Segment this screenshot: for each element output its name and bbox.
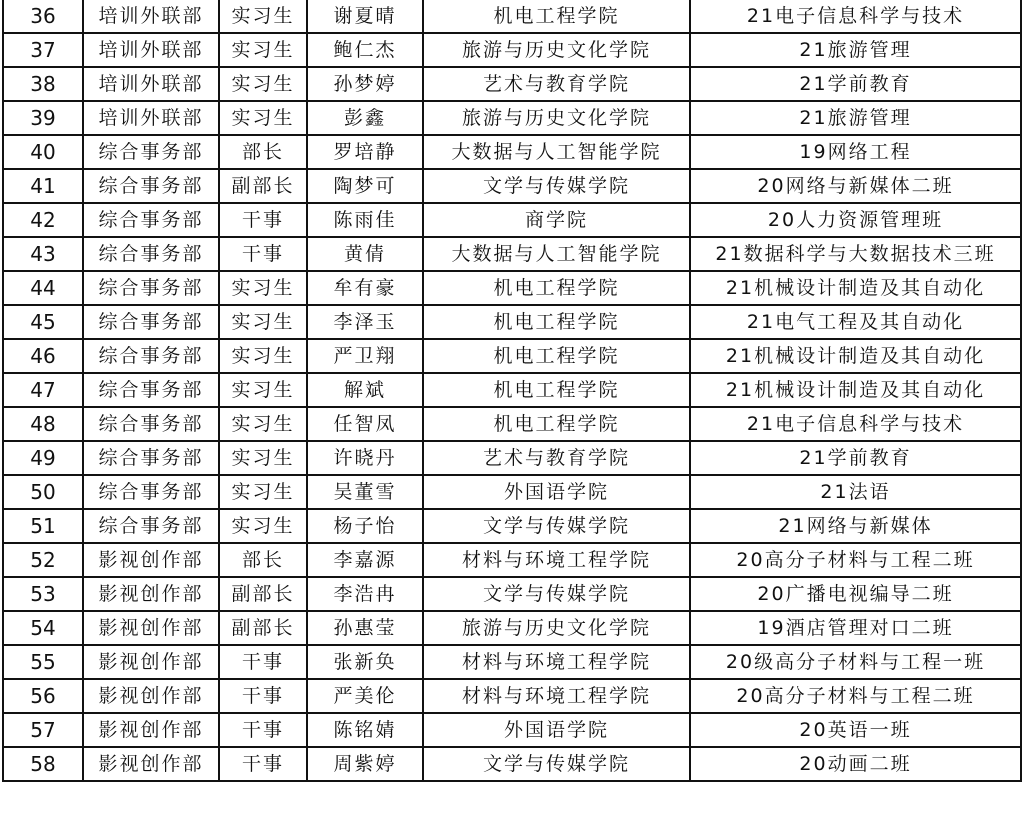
college-cell: 艺术与教育学院: [423, 67, 690, 101]
department-cell: 培训外联部: [83, 67, 219, 101]
member-name-cell: 牟有豪: [307, 271, 423, 305]
role-cell: 实习生: [219, 339, 307, 373]
member-name-cell: 孙梦婷: [307, 67, 423, 101]
table-row: [3, 33, 1021, 67]
row-number: 55: [3, 645, 83, 679]
table-row: [3, 169, 1021, 203]
role-cell: 副部长: [219, 577, 307, 611]
row-number: 49: [3, 441, 83, 475]
row-number: 38: [3, 67, 83, 101]
college-cell: 材料与环境工程学院: [423, 645, 690, 679]
table-row: [3, 407, 1021, 441]
department-cell: 综合事务部: [83, 169, 219, 203]
department-cell: 综合事务部: [83, 237, 219, 271]
row-number: 36: [3, 0, 83, 33]
table-row: [3, 203, 1021, 237]
college-cell: 艺术与教育学院: [423, 441, 690, 475]
row-number: 45: [3, 305, 83, 339]
table-row: [3, 237, 1021, 271]
row-number: 58: [3, 747, 83, 781]
table-row: [3, 271, 1021, 305]
role-cell: 干事: [219, 237, 307, 271]
department-cell: 影视创作部: [83, 747, 219, 781]
role-cell: 实习生: [219, 67, 307, 101]
member-name-cell: 彭鑫: [307, 101, 423, 135]
table-row: [3, 577, 1021, 611]
college-cell: 机电工程学院: [423, 407, 690, 441]
role-cell: 实习生: [219, 475, 307, 509]
row-number: 44: [3, 271, 83, 305]
department-cell: 综合事务部: [83, 373, 219, 407]
department-cell: 综合事务部: [83, 441, 219, 475]
role-cell: 干事: [219, 747, 307, 781]
major-class-cell: 21学前教育: [690, 67, 1021, 101]
major-class-cell: 21机械设计制造及其自动化: [690, 373, 1021, 407]
member-name-cell: 任智凤: [307, 407, 423, 441]
college-cell: 机电工程学院: [423, 373, 690, 407]
table-row: [3, 509, 1021, 543]
role-cell: 实习生: [219, 305, 307, 339]
member-name-cell: 陶梦可: [307, 169, 423, 203]
major-class-cell: 21机械设计制造及其自动化: [690, 271, 1021, 305]
member-name-cell: 黄倩: [307, 237, 423, 271]
role-cell: 干事: [219, 645, 307, 679]
table-row: [3, 475, 1021, 509]
table-row: [3, 747, 1021, 781]
college-cell: 机电工程学院: [423, 305, 690, 339]
major-class-cell: 21电子信息科学与技术: [690, 407, 1021, 441]
table-row: [3, 645, 1021, 679]
major-class-cell: 20广播电视编导二班: [690, 577, 1021, 611]
major-class-cell: 21机械设计制造及其自动化: [690, 339, 1021, 373]
member-name-cell: 严美伦: [307, 679, 423, 713]
college-cell: 商学院: [423, 203, 690, 237]
role-cell: 副部长: [219, 169, 307, 203]
table-row: [3, 339, 1021, 373]
major-class-cell: 21旅游管理: [690, 33, 1021, 67]
member-name-cell: 陈雨佳: [307, 203, 423, 237]
row-number: 53: [3, 577, 83, 611]
roster-body: [3, 0, 1021, 781]
member-name-cell: 严卫翔: [307, 339, 423, 373]
role-cell: 干事: [219, 203, 307, 237]
member-name-cell: 李浩冉: [307, 577, 423, 611]
department-cell: 综合事务部: [83, 305, 219, 339]
college-cell: 材料与环境工程学院: [423, 679, 690, 713]
role-cell: 实习生: [219, 509, 307, 543]
department-cell: 综合事务部: [83, 203, 219, 237]
member-name-cell: 解斌: [307, 373, 423, 407]
table-row: [3, 135, 1021, 169]
department-cell: 培训外联部: [83, 33, 219, 67]
major-class-cell: 21电子信息科学与技术: [690, 0, 1021, 33]
member-name-cell: 张新奂: [307, 645, 423, 679]
college-cell: 旅游与历史文化学院: [423, 33, 690, 67]
member-name-cell: 许晓丹: [307, 441, 423, 475]
major-class-cell: 20动画二班: [690, 747, 1021, 781]
role-cell: 实习生: [219, 407, 307, 441]
member-name-cell: 孙惠莹: [307, 611, 423, 645]
row-number: 57: [3, 713, 83, 747]
major-class-cell: 20英语一班: [690, 713, 1021, 747]
major-class-cell: 20高分子材料与工程二班: [690, 679, 1021, 713]
role-cell: 实习生: [219, 373, 307, 407]
role-cell: 实习生: [219, 33, 307, 67]
row-number: 48: [3, 407, 83, 441]
college-cell: 机电工程学院: [423, 0, 690, 33]
major-class-cell: 21学前教育: [690, 441, 1021, 475]
row-number: 43: [3, 237, 83, 271]
table-row: [3, 441, 1021, 475]
college-cell: 文学与传媒学院: [423, 169, 690, 203]
role-cell: 部长: [219, 135, 307, 169]
department-cell: 综合事务部: [83, 475, 219, 509]
college-cell: 机电工程学院: [423, 271, 690, 305]
row-number: 52: [3, 543, 83, 577]
member-name-cell: 周紫婷: [307, 747, 423, 781]
college-cell: 外国语学院: [423, 475, 690, 509]
department-cell: 综合事务部: [83, 339, 219, 373]
table-row: [3, 611, 1021, 645]
table-row: [3, 543, 1021, 577]
member-name-cell: 鲍仁杰: [307, 33, 423, 67]
department-cell: 综合事务部: [83, 407, 219, 441]
member-name-cell: 陈铭婧: [307, 713, 423, 747]
role-cell: 实习生: [219, 441, 307, 475]
department-cell: 影视创作部: [83, 713, 219, 747]
table-row: [3, 373, 1021, 407]
department-cell: 影视创作部: [83, 611, 219, 645]
member-name-cell: 吴董雪: [307, 475, 423, 509]
major-class-cell: 21旅游管理: [690, 101, 1021, 135]
college-cell: 文学与传媒学院: [423, 747, 690, 781]
college-cell: 大数据与人工智能学院: [423, 135, 690, 169]
college-cell: 外国语学院: [423, 713, 690, 747]
major-class-cell: 20高分子材料与工程二班: [690, 543, 1021, 577]
major-class-cell: 20级高分子材料与工程一班: [690, 645, 1021, 679]
row-number: 37: [3, 33, 83, 67]
college-cell: 旅游与历史文化学院: [423, 101, 690, 135]
table-row: [3, 101, 1021, 135]
role-cell: 干事: [219, 679, 307, 713]
member-name-cell: 罗培静: [307, 135, 423, 169]
table-row: [3, 0, 1021, 33]
role-cell: 干事: [219, 713, 307, 747]
college-cell: 材料与环境工程学院: [423, 543, 690, 577]
row-number: 54: [3, 611, 83, 645]
table-row: [3, 305, 1021, 339]
major-class-cell: 19网络工程: [690, 135, 1021, 169]
member-name-cell: 谢夏晴: [307, 0, 423, 33]
row-number: 39: [3, 101, 83, 135]
role-cell: 实习生: [219, 0, 307, 33]
department-cell: 培训外联部: [83, 0, 219, 33]
major-class-cell: 19酒店管理对口二班: [690, 611, 1021, 645]
department-cell: 培训外联部: [83, 101, 219, 135]
row-number: 40: [3, 135, 83, 169]
major-class-cell: 21电气工程及其自动化: [690, 305, 1021, 339]
major-class-cell: 21网络与新媒体: [690, 509, 1021, 543]
row-number: 47: [3, 373, 83, 407]
role-cell: 副部长: [219, 611, 307, 645]
department-cell: 综合事务部: [83, 509, 219, 543]
role-cell: 部长: [219, 543, 307, 577]
member-name-cell: 李嘉源: [307, 543, 423, 577]
roster-table: [2, 0, 1022, 782]
major-class-cell: 21数据科学与大数据技术三班: [690, 237, 1021, 271]
row-number: 41: [3, 169, 83, 203]
college-cell: 大数据与人工智能学院: [423, 237, 690, 271]
row-number: 46: [3, 339, 83, 373]
department-cell: 影视创作部: [83, 645, 219, 679]
department-cell: 综合事务部: [83, 135, 219, 169]
table-row: [3, 713, 1021, 747]
table-row: [3, 679, 1021, 713]
row-number: 42: [3, 203, 83, 237]
member-name-cell: 杨子怡: [307, 509, 423, 543]
member-name-cell: 李泽玉: [307, 305, 423, 339]
role-cell: 实习生: [219, 271, 307, 305]
department-cell: 影视创作部: [83, 543, 219, 577]
row-number: 51: [3, 509, 83, 543]
college-cell: 文学与传媒学院: [423, 577, 690, 611]
row-number: 50: [3, 475, 83, 509]
department-cell: 综合事务部: [83, 271, 219, 305]
row-number: 56: [3, 679, 83, 713]
major-class-cell: 20网络与新媒体二班: [690, 169, 1021, 203]
department-cell: 影视创作部: [83, 577, 219, 611]
college-cell: 旅游与历史文化学院: [423, 611, 690, 645]
major-class-cell: 21法语: [690, 475, 1021, 509]
college-cell: 文学与传媒学院: [423, 509, 690, 543]
college-cell: 机电工程学院: [423, 339, 690, 373]
major-class-cell: 20人力资源管理班: [690, 203, 1021, 237]
table-row: [3, 67, 1021, 101]
department-cell: 影视创作部: [83, 679, 219, 713]
role-cell: 实习生: [219, 101, 307, 135]
